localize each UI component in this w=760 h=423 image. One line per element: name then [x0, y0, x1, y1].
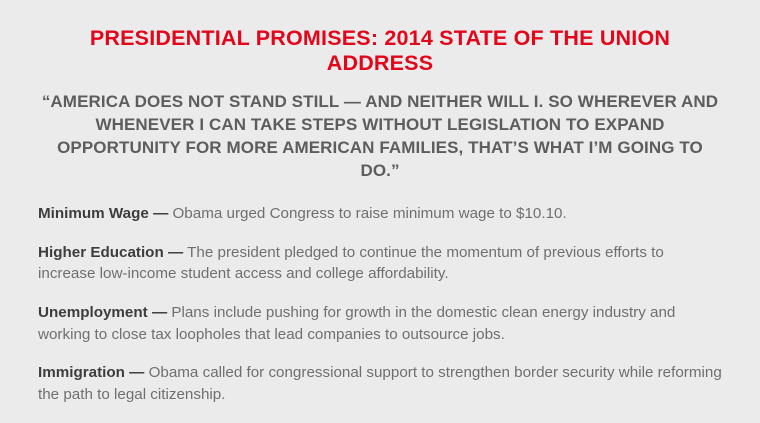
promise-description: Obama called for congressional support to strengthen border security while reforming the path to legal citizenship.: [38, 364, 722, 403]
promise-term: Minimum Wage: [38, 205, 149, 223]
list-item: [38, 362, 722, 405]
promise-description: The president pledged to continue the momentum of previous efforts to increase low-income student access and college affordability.: [38, 243, 664, 283]
promise-dash: —: [129, 364, 145, 382]
page-title: PRESIDENTIAL PROMISES: 2014 STATE OF THE UNION ADDRESS: [89, 26, 671, 75]
promise-dash: —: [153, 205, 169, 223]
promise-list: [34, 203, 726, 405]
promise-description: Obama urged Congress to raise minimum wage to $10.10.: [172, 205, 567, 223]
promise-term: Higher Education: [38, 243, 164, 261]
list-item: [38, 302, 722, 345]
promise-dash: —: [167, 243, 184, 261]
list-item: [38, 203, 722, 225]
promise-term: Immigration: [38, 364, 125, 382]
promise-dash: —: [151, 303, 168, 321]
pull-quote: “AMERICA DOES NOT STAND STILL — AND NEITHER WILL I. SO WHEREVER AND WHENEVER I CAN TAKE STEPS WITHOUT LEGISLATION TO EXPAND OPPORTUNITY FOR MORE AMERICAN FAMILIES, THAT’S WHAT I’M GOING TO DO.”: [41, 92, 719, 181]
list-item: [38, 242, 722, 285]
promise-description: Plans include pushing for growth in the domestic clean energy industry and working to close tax loopholes that lead companies to outsource jobs.: [38, 303, 676, 343]
promise-term: Unemployment: [38, 303, 148, 321]
